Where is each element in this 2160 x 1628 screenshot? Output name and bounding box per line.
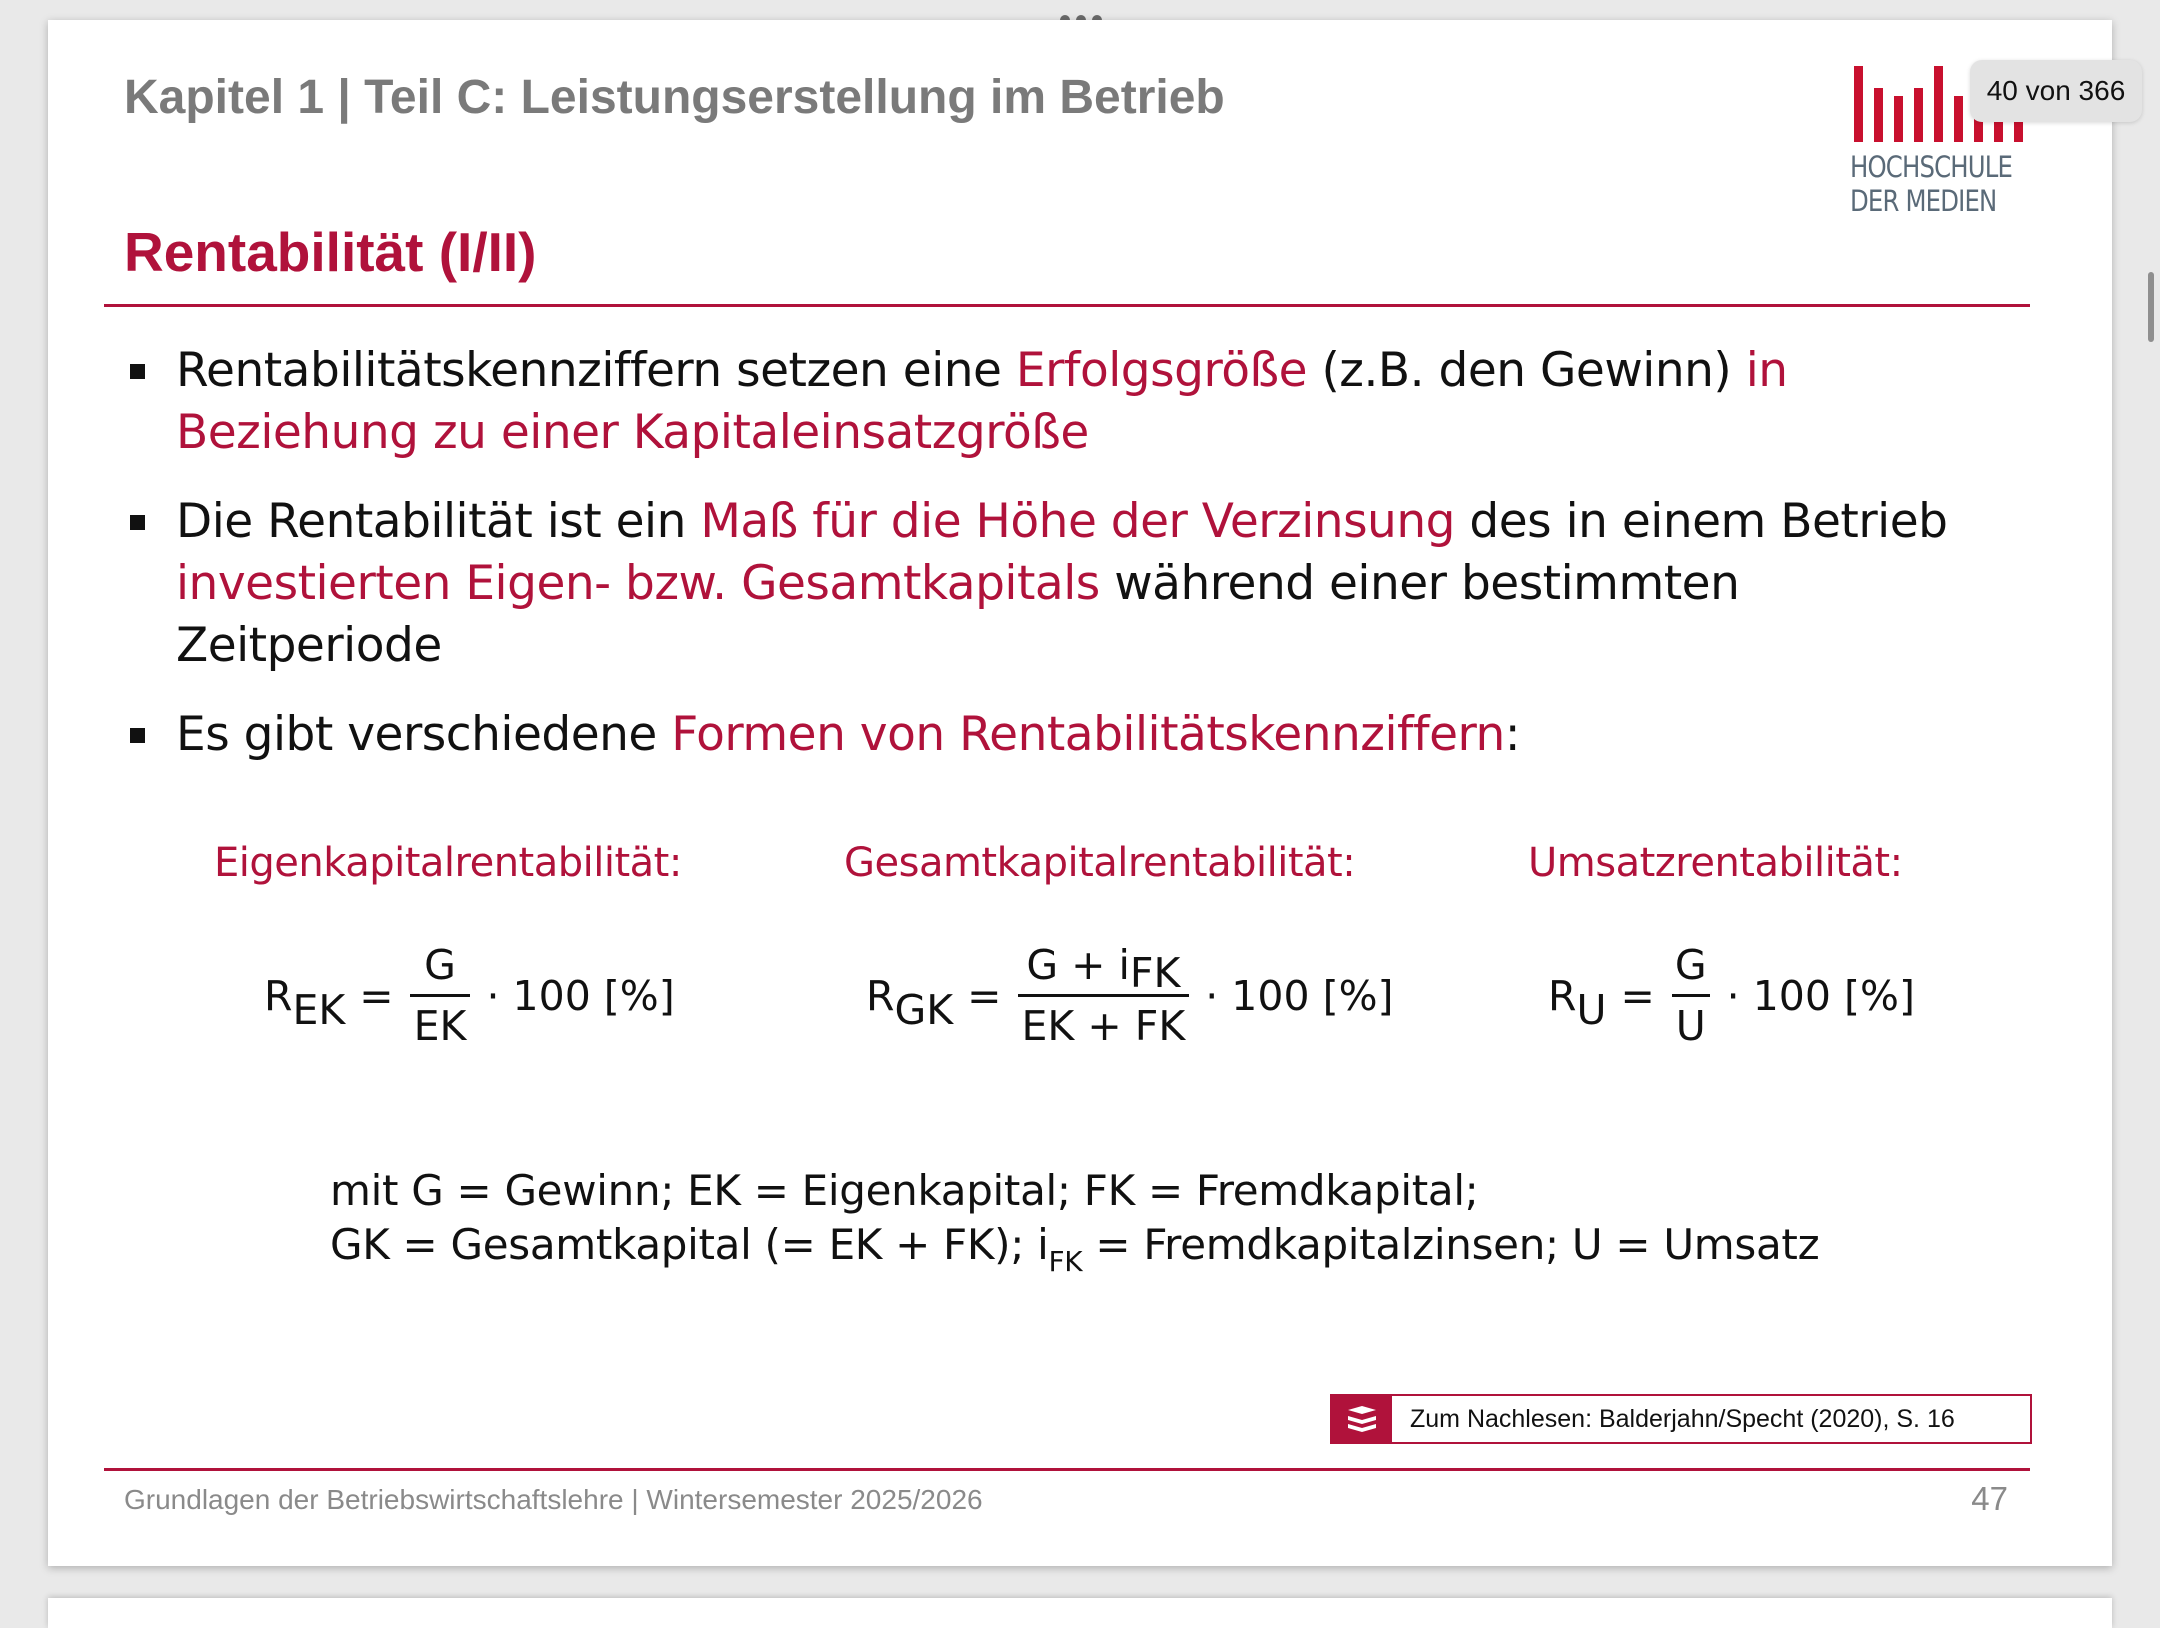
bullet-square-icon [130, 364, 145, 379]
fraction [1018, 940, 1190, 1051]
fraction [410, 940, 471, 1051]
book-icon [1332, 1396, 1392, 1442]
bullet-text: Rentabilitätskennziffern setzen eine [176, 343, 1016, 398]
formula-symbol: R [1548, 971, 1577, 1020]
numerator-subscript: FK [1129, 949, 1181, 997]
formula-subscript: GK [894, 985, 954, 1034]
logo-text-line-1: HOCHSCHULE [1850, 150, 2013, 184]
fraction [1671, 940, 1711, 1051]
formula-symbol: R [866, 971, 895, 1020]
denominator: EK [410, 994, 471, 1051]
legend-line-2: GK = Gesamtkapital (= EK + FK); $i_{FK}$ = Fremdkapitalzinsen; U = Umsatz [330, 1220, 1820, 1278]
bullet-text: Es gibt verschiedene [176, 707, 672, 762]
formula-subscript: EK [292, 985, 346, 1034]
footer-divider [104, 1468, 2030, 1471]
bullet-text: des in einem Betrieb [1454, 494, 1948, 549]
variable-legend [330, 1164, 1819, 1277]
slide-title: Rentabilität (I/II) [124, 221, 537, 283]
bullet-square-icon [130, 728, 145, 743]
bullet-square-icon [130, 515, 145, 530]
formula-label-u: Umsatzrentabilität: [1528, 840, 1903, 886]
footer-text: Grundlagen der Betriebswirtschaftslehre | Wintersemester 2025/2026 [124, 1484, 983, 1515]
bullet-text: (z.B. den Gewinn) [1307, 343, 1746, 398]
scrollbar-thumb[interactable] [2148, 272, 2154, 342]
denominator: EK + FK [1018, 994, 1190, 1051]
chapter-heading: Kapitel 1 | Teil C: Leistungserstellung im Betrieb [124, 71, 1225, 124]
page-counter-badge: 40 von 366 [1970, 60, 2142, 122]
legend-line-1: mit G = Gewinn; EK = Eigenkapital; FK = Fremdkapital; [330, 1166, 1479, 1215]
highlighted-text: in Beziehung zu einer Kapitaleinsatzgröße [176, 343, 1788, 460]
bullet-item [124, 704, 2004, 766]
formula-u: R U = $\frac{G}{U}$ · 100 [%] [1548, 941, 1915, 1050]
numerator: G [1674, 941, 1707, 989]
formula-symbol: R [264, 971, 293, 1020]
reference-box [1330, 1394, 2032, 1444]
formula-label-ek: Eigenkapitalrentabilität: [214, 840, 682, 886]
bullet-item [124, 491, 2004, 677]
highlighted-text: Formen von Rentabilitätskennziffern [671, 707, 1505, 762]
formula-gk: R GK = $\frac{\text{G + iFK}}{EK + FK}$ · 100 [%] [866, 941, 1394, 1050]
next-page-edge [48, 1598, 2112, 1628]
formula-ek: R EK = $\frac{G}{EK}$ · 100 [%] [264, 941, 675, 1050]
highlighted-text: Erfolgsgröße [1015, 343, 1308, 398]
formula-multiplier: · 100 [%] [1205, 971, 1394, 1020]
numerator: G + i [1026, 941, 1130, 989]
highlighted-text: Maß für die Höhe der Verzinsung [700, 494, 1455, 549]
logo-text-line-2: DER MEDIEN [1850, 184, 1997, 218]
formula-label-gk: Gesamtkapitalrentabilität: [844, 840, 1356, 886]
reference-text: Zum Nachlesen: Balderjahn/Specht (2020), S. 16 [1410, 1404, 1955, 1433]
formula-multiplier: · 100 [%] [486, 971, 675, 1020]
formula-subscript: U [1576, 985, 1607, 1034]
slide-page [48, 20, 2112, 1566]
bullet-text: während einer bestimmten Zeitperiode [176, 556, 1740, 673]
bullet-text: : [1504, 707, 1521, 762]
bullet-list [124, 340, 2004, 793]
bullet-text: Die Rentabilität ist ein [176, 494, 701, 549]
highlighted-text: investierten Eigen- bzw. Gesamtkapitals [176, 556, 1100, 611]
title-divider [104, 304, 2030, 307]
bullet-item [124, 340, 2004, 464]
formula-multiplier: · 100 [%] [1726, 971, 1915, 1020]
numerator: G [424, 941, 456, 989]
slide-page-number: 47 [1971, 1480, 2008, 1517]
denominator: U [1672, 994, 1710, 1051]
